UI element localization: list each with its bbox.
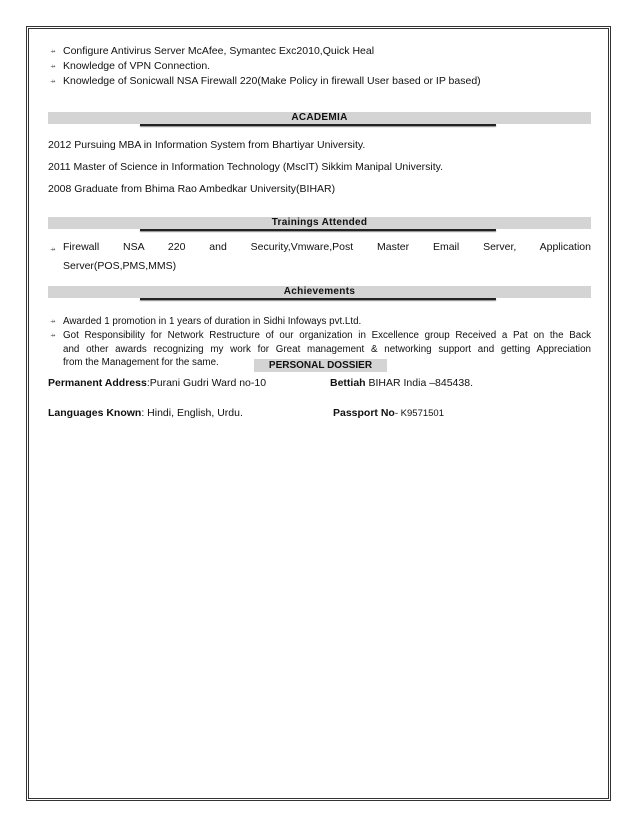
- list-item: ⍆ Knowledge of Sonicwall NSA Firewall 220(Make Policy in firewall User based or IP based): [50, 75, 481, 87]
- bullet-check-icon: ⍆: [50, 61, 56, 72]
- section-underline: [140, 229, 496, 231]
- list-item: ⍆ Got Responsibility for Network Restructure of our organization in Excellence group Received a Pat on the Back and other awards recognizing my work for Great management & networking support and getting Appreciation from the Management for the same.: [50, 330, 591, 368]
- academia-item: 2011 Master of Science in Information Technology (MscIT) Sikkim Manipal University.: [48, 161, 444, 173]
- bullet-check-icon: ⍆: [50, 46, 56, 57]
- section-title: Trainings Attended: [271, 217, 368, 228]
- section-title: ACADEMIA: [291, 112, 348, 123]
- address-row: [48, 373, 591, 393]
- section-academia: [48, 108, 591, 130]
- section-underline: [140, 298, 496, 300]
- skills-list: [48, 44, 591, 89]
- address-field: Permanent Address:Purani Gudri Ward no-10: [48, 376, 267, 389]
- academia-item: 2008 Graduate from Bhima Rao Ambedkar University(BIHAR): [48, 183, 336, 195]
- section-achievements: [48, 282, 591, 304]
- section-trainings: [48, 213, 591, 235]
- bullet-check-icon: ⍆: [50, 330, 56, 341]
- dossier-title: PERSONAL DOSSIER: [254, 359, 387, 372]
- resume-page: [48, 44, 591, 423]
- training-line: Server(POS,PMS,MMS): [63, 260, 177, 272]
- list-item: ⍆ Knowledge of VPN Connection.: [50, 60, 211, 72]
- academia-item: 2012 Pursuing MBA in Information System from Bhartiyar University.: [48, 139, 366, 151]
- trainings-list: [48, 238, 591, 276]
- list-item: [48, 238, 591, 276]
- list-item: ⍆ Awarded 1 promotion in 1 years of duration in Sidhi Infoways pvt.Ltd.: [50, 316, 362, 327]
- bullet-check-icon: ⍆: [50, 76, 56, 87]
- bullet-check-icon: ⍆: [50, 244, 56, 255]
- section-title: Achievements: [283, 286, 356, 297]
- city-field: Bettiah BIHAR India –845438.: [330, 376, 473, 389]
- list-item: ⍆ Configure Antivirus Server McAfee, Symantec Exc2010,Quick Heal: [50, 45, 375, 57]
- languages-row: [48, 403, 591, 423]
- section-underline: [140, 124, 496, 126]
- training-line: Firewall NSA 220 and Security,Vmware,Post Master Email Server, Application: [63, 241, 591, 253]
- languages-field: Languages Known: Hindi, English, Urdu.: [48, 406, 243, 419]
- bullet-check-icon: ⍆: [50, 316, 56, 327]
- passport-field: Passport No- K9571501: [333, 406, 444, 419]
